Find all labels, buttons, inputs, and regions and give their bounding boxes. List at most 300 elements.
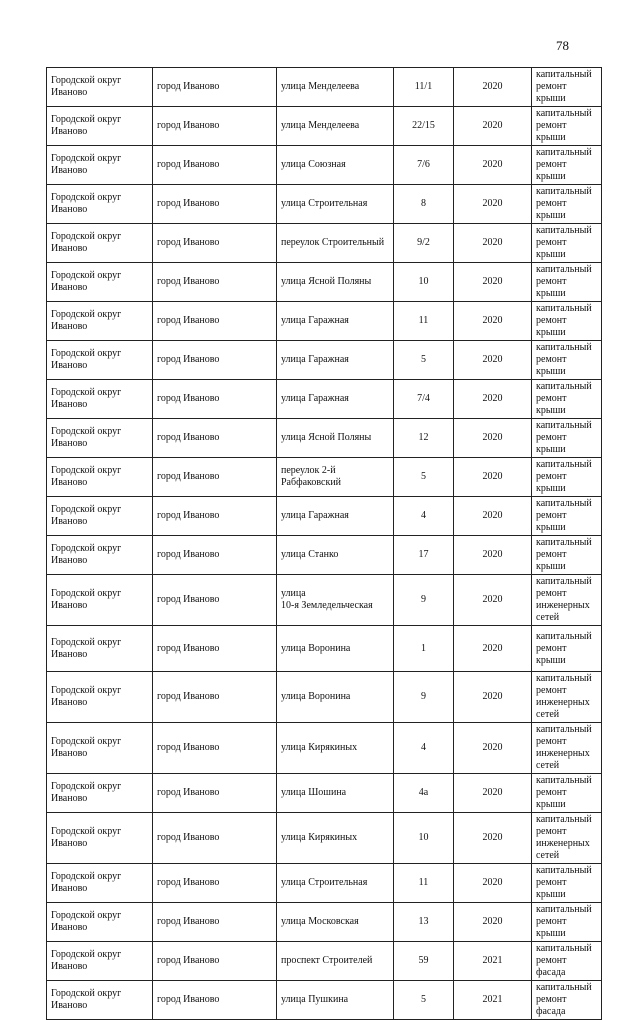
city-cell-text: город Иваново [157,510,220,521]
year-cell-text: 2020 [482,81,503,92]
work-type-cell-text: капитальный ремонт крыши [536,342,592,377]
street-cell-text: улица Шошина [281,787,347,798]
work-type-cell-text: капитальный ремонт крыши [536,69,592,104]
house-number-cell [394,302,454,341]
street-cell-text: улица Воронина [281,642,351,654]
table-row [47,672,602,723]
work-type-cell [532,672,602,723]
work-type-cell [532,263,602,302]
city-cell [153,419,277,458]
city-cell [153,146,277,185]
district-cell-text: Городской округ Иваново [51,781,122,804]
year-cell-text: 2020 [482,642,503,654]
house-number-cell [394,813,454,864]
district-cell-text: Городской округ Иваново [51,736,122,759]
district-cell-text: Городской округ Иваново [51,588,122,611]
district-cell [47,903,153,942]
street-cell-text: улица Союзная [281,159,346,170]
district-cell-text: Городской округ Иваново [51,270,122,293]
year-cell-text: 2020 [482,691,503,702]
district-cell [47,672,153,723]
district-cell-text: Городской округ Иваново [51,988,122,1011]
table-row [47,903,602,942]
work-type-cell-text: капитальный ремонт крыши [536,904,592,939]
district-cell-text: Городской округ Иваново [51,114,122,137]
district-cell [47,341,153,380]
city-cell [153,380,277,419]
table-row [47,497,602,536]
city-cell [153,774,277,813]
street-cell-text: улица Ясной Поляны [281,276,372,287]
street-cell-text: переулок Строительный [281,237,385,248]
city-cell-text: город Иваново [157,955,220,966]
table-row [47,981,602,1020]
street-cell [277,302,394,341]
house-number-cell-text: 5 [421,994,426,1005]
work-type-cell-text: капитальный ремонт крыши [536,498,592,533]
street-cell [277,107,394,146]
registry-body [47,68,602,1020]
year-cell [454,813,532,864]
year-cell [454,68,532,107]
city-cell [153,341,277,380]
district-cell [47,864,153,903]
city-cell [153,903,277,942]
house-number-cell [394,185,454,224]
work-type-cell-text: капитальный ремонт фасада [536,943,592,978]
table-row [47,813,602,864]
city-cell-text: город Иваново [157,198,220,209]
house-number-cell [394,341,454,380]
district-cell [47,68,153,107]
district-cell [47,813,153,864]
street-cell [277,723,394,774]
city-cell-text: город Иваново [157,832,220,843]
street-cell-text: улица Московская [281,916,359,927]
street-cell [277,575,394,626]
year-cell-text: 2020 [482,120,503,131]
city-cell [153,302,277,341]
table-row [47,302,602,341]
district-cell [47,419,153,458]
work-type-cell [532,185,602,224]
work-type-cell [532,302,602,341]
street-cell [277,263,394,302]
year-cell [454,458,532,497]
year-cell-text: 2020 [482,198,503,209]
city-cell-text: город Иваново [157,877,220,888]
house-number-cell-text: 9 [421,691,426,702]
district-cell-text: Городской округ Иваново [51,387,122,410]
street-cell [277,458,394,497]
district-cell [47,626,153,672]
year-cell [454,419,532,458]
work-type-cell [532,575,602,626]
city-cell-text: город Иваново [157,81,220,92]
house-number-cell-text: 10 [418,276,429,287]
city-cell [153,672,277,723]
city-cell-text: город Иваново [157,549,220,560]
city-cell [153,263,277,302]
street-cell-text: улица Строительная [281,198,368,209]
table-row [47,774,602,813]
house-number-cell-text: 4 [421,742,426,753]
street-cell-text: улица Кирякиных [281,832,358,843]
city-cell-text: город Иваново [157,471,220,482]
house-number-cell [394,864,454,903]
street-cell-text: улица Кирякиных [281,742,358,753]
table-row [47,185,602,224]
house-number-cell-text: 22/15 [412,120,435,131]
table-row [47,224,602,263]
year-cell-text: 2020 [482,354,503,365]
work-type-cell [532,903,602,942]
city-cell [153,68,277,107]
street-cell-text: улица 10-я Земледельческая [281,588,373,611]
table-row [47,146,602,185]
city-cell-text: город Иваново [157,787,220,798]
year-cell [454,981,532,1020]
year-cell-text: 2020 [482,432,503,443]
page-number: 78 [556,38,569,53]
work-type-cell-text: капитальный ремонт крыши [536,630,592,666]
house-number-cell [394,224,454,263]
table-row [47,341,602,380]
table-row [47,458,602,497]
district-cell [47,107,153,146]
city-cell-text: город Иваново [157,315,220,326]
house-number-cell-text: 11/1 [414,81,433,92]
year-cell [454,302,532,341]
work-type-cell [532,536,602,575]
house-number-cell [394,575,454,626]
work-type-cell-text: капитальный ремонт крыши [536,186,592,221]
district-cell-text: Городской округ Иваново [51,826,122,849]
year-cell-text: 2020 [482,471,503,482]
table-row [47,107,602,146]
district-cell [47,774,153,813]
city-cell-text: город Иваново [157,994,220,1005]
work-type-cell-text: капитальный ремонт крыши [536,537,592,572]
table-row [47,419,602,458]
table-row [47,263,602,302]
year-cell [454,942,532,981]
repair-registry-table [46,67,602,1020]
house-number-cell-text: 5 [421,471,426,482]
work-type-cell [532,419,602,458]
house-number-cell-text: 10 [418,832,429,843]
work-type-cell [532,341,602,380]
year-cell-text: 2020 [482,549,503,560]
city-cell-text: город Иваново [157,916,220,927]
district-cell-text: Городской округ Иваново [51,465,122,488]
year-cell-text: 2020 [482,787,503,798]
work-type-cell-text: капитальный ремонт крыши [536,264,592,299]
district-cell [47,185,153,224]
city-cell-text: город Иваново [157,159,220,170]
city-cell [153,981,277,1020]
year-cell [454,575,532,626]
work-type-cell-text: капитальный ремонт инженерных сетей [536,673,592,720]
street-cell-text: улица Менделеева [281,120,360,131]
year-cell [454,672,532,723]
year-cell [454,341,532,380]
house-number-cell [394,942,454,981]
district-cell-text: Городской округ Иваново [51,636,122,660]
house-number-cell-text: 8 [421,198,426,209]
house-number-cell-text: 7/4 [417,393,430,404]
work-type-cell [532,458,602,497]
house-number-cell-text: 4 [421,510,426,521]
year-cell [454,536,532,575]
year-cell-text: 2020 [482,276,503,287]
district-cell-text: Городской округ Иваново [51,543,122,566]
table-row [47,942,602,981]
house-number-cell-text: 4а [418,787,429,798]
house-number-cell [394,458,454,497]
district-cell-text: Городской округ Иваново [51,75,122,98]
city-cell [153,107,277,146]
street-cell [277,380,394,419]
work-type-cell-text: капитальный ремонт инженерных сетей [536,576,592,623]
street-cell-text: улица Строительная [281,877,368,888]
work-type-cell [532,942,602,981]
year-cell [454,263,532,302]
district-cell [47,458,153,497]
work-type-cell-text: капитальный ремонт инженерных сетей [536,814,592,861]
city-cell-text: город Иваново [157,120,220,131]
street-cell [277,68,394,107]
house-number-cell-text: 5 [421,354,426,365]
city-cell [153,536,277,575]
street-cell [277,224,394,263]
house-number-cell [394,536,454,575]
district-cell [47,536,153,575]
year-cell-text: 2020 [482,237,503,248]
table-row [47,68,602,107]
table-row [47,380,602,419]
house-number-cell [394,107,454,146]
year-cell [454,626,532,672]
street-cell [277,185,394,224]
work-type-cell-text: капитальный ремонт крыши [536,775,592,810]
work-type-cell [532,146,602,185]
street-cell-text: переулок 2-й Рабфаковский [281,465,342,488]
table-row [47,626,602,672]
city-cell [153,224,277,263]
work-type-cell-text: капитальный ремонт фасада [536,982,592,1017]
street-cell [277,942,394,981]
house-number-cell-text: 1 [421,642,426,654]
year-cell [454,497,532,536]
city-cell [153,723,277,774]
street-cell-text: улица Воронина [281,691,351,702]
house-number-cell-text: 11 [418,315,429,326]
district-cell [47,146,153,185]
work-type-cell [532,107,602,146]
street-cell-text: улица Пушкина [281,994,349,1005]
house-number-cell [394,263,454,302]
district-cell [47,981,153,1020]
year-cell [454,774,532,813]
year-cell [454,185,532,224]
city-cell [153,458,277,497]
work-type-cell-text: капитальный ремонт крыши [536,865,592,900]
street-cell [277,813,394,864]
district-cell-text: Городской округ Иваново [51,685,122,708]
street-cell [277,672,394,723]
work-type-cell-text: капитальный ремонт инженерных сетей [536,724,592,771]
district-cell-text: Городской округ Иваново [51,348,122,371]
district-cell-text: Городской округ Иваново [51,192,122,215]
city-cell [153,497,277,536]
city-cell-text: город Иваново [157,594,220,605]
year-cell [454,723,532,774]
house-number-cell-text: 12 [418,432,429,443]
street-cell-text: улица Менделеева [281,81,360,92]
year-cell-text: 2020 [482,510,503,521]
district-cell [47,263,153,302]
city-cell-text: город Иваново [157,742,220,753]
street-cell [277,419,394,458]
city-cell-text: город Иваново [157,276,220,287]
street-cell [277,981,394,1020]
city-cell [153,185,277,224]
street-cell-text: улица Гаражная [281,393,349,404]
work-type-cell [532,981,602,1020]
table-row [47,723,602,774]
work-type-cell [532,723,602,774]
year-cell-text: 2021 [482,955,503,966]
street-cell-text: улица Гаражная [281,510,349,521]
street-cell-text: улица Гаражная [281,315,349,326]
work-type-cell [532,68,602,107]
district-cell [47,380,153,419]
work-type-cell [532,813,602,864]
district-cell-text: Городской округ Иваново [51,504,122,527]
district-cell [47,224,153,263]
house-number-cell [394,419,454,458]
house-number-cell-text: 9 [421,594,426,605]
year-cell [454,864,532,903]
house-number-cell [394,774,454,813]
street-cell [277,626,394,672]
year-cell-text: 2020 [482,393,503,404]
house-number-cell [394,672,454,723]
house-number-cell [394,723,454,774]
district-cell [47,302,153,341]
street-cell [277,146,394,185]
street-cell-text: проспект Строителей [281,955,373,966]
year-cell [454,903,532,942]
district-cell-text: Городской округ Иваново [51,949,122,972]
house-number-cell-text: 11 [418,877,429,888]
district-cell [47,942,153,981]
year-cell-text: 2020 [482,916,503,927]
city-cell-text: город Иваново [157,237,220,248]
city-cell-text: город Иваново [157,642,220,654]
street-cell-text: улица Ясной Поляны [281,432,372,443]
house-number-cell [394,981,454,1020]
work-type-cell [532,497,602,536]
city-cell [153,942,277,981]
year-cell-text: 2021 [482,994,503,1005]
city-cell-text: город Иваново [157,432,220,443]
year-cell-text: 2020 [482,594,503,605]
street-cell [277,774,394,813]
table-row [47,575,602,626]
district-cell [47,497,153,536]
street-cell [277,536,394,575]
district-cell-text: Городской округ Иваново [51,426,122,449]
work-type-cell-text: капитальный ремонт крыши [536,459,592,494]
street-cell [277,903,394,942]
work-type-cell-text: капитальный ремонт крыши [536,381,592,416]
house-number-cell [394,68,454,107]
work-type-cell-text: капитальный ремонт крыши [536,147,592,182]
district-cell-text: Городской округ Иваново [51,910,122,933]
city-cell [153,864,277,903]
work-type-cell [532,774,602,813]
city-cell [153,626,277,672]
district-cell [47,723,153,774]
work-type-cell-text: капитальный ремонт крыши [536,108,592,143]
house-number-cell [394,903,454,942]
year-cell-text: 2020 [482,159,503,170]
house-number-cell [394,146,454,185]
district-cell-text: Городской округ Иваново [51,231,122,254]
table-row [47,864,602,903]
district-cell-text: Городской округ Иваново [51,153,122,176]
house-number-cell-text: 9/2 [417,237,430,248]
work-type-cell [532,626,602,672]
work-type-cell-text: капитальный ремонт крыши [536,303,592,338]
district-cell-text: Городской округ Иваново [51,871,122,894]
house-number-cell-text: 59 [418,955,429,966]
year-cell [454,107,532,146]
street-cell [277,864,394,903]
city-cell [153,575,277,626]
street-cell-text: улица Гаражная [281,354,349,365]
work-type-cell-text: капитальный ремонт крыши [536,225,592,260]
city-cell-text: город Иваново [157,354,220,365]
house-number-cell-text: 13 [418,916,429,927]
table-row [47,536,602,575]
house-number-cell [394,380,454,419]
work-type-cell [532,380,602,419]
street-cell [277,341,394,380]
year-cell-text: 2020 [482,877,503,888]
year-cell-text: 2020 [482,832,503,843]
house-number-cell [394,626,454,672]
street-cell [277,497,394,536]
house-number-cell [394,497,454,536]
district-cell-text: Городской округ Иваново [51,309,122,332]
work-type-cell [532,864,602,903]
work-type-cell-text: капитальный ремонт крыши [536,420,592,455]
year-cell [454,146,532,185]
street-cell-text: улица Станко [281,549,339,560]
year-cell [454,224,532,263]
year-cell-text: 2020 [482,315,503,326]
house-number-cell-text: 7/6 [417,159,430,170]
work-type-cell [532,224,602,263]
house-number-cell-text: 17 [418,549,429,560]
city-cell-text: город Иваново [157,691,220,702]
city-cell-text: город Иваново [157,393,220,404]
year-cell [454,380,532,419]
city-cell [153,813,277,864]
